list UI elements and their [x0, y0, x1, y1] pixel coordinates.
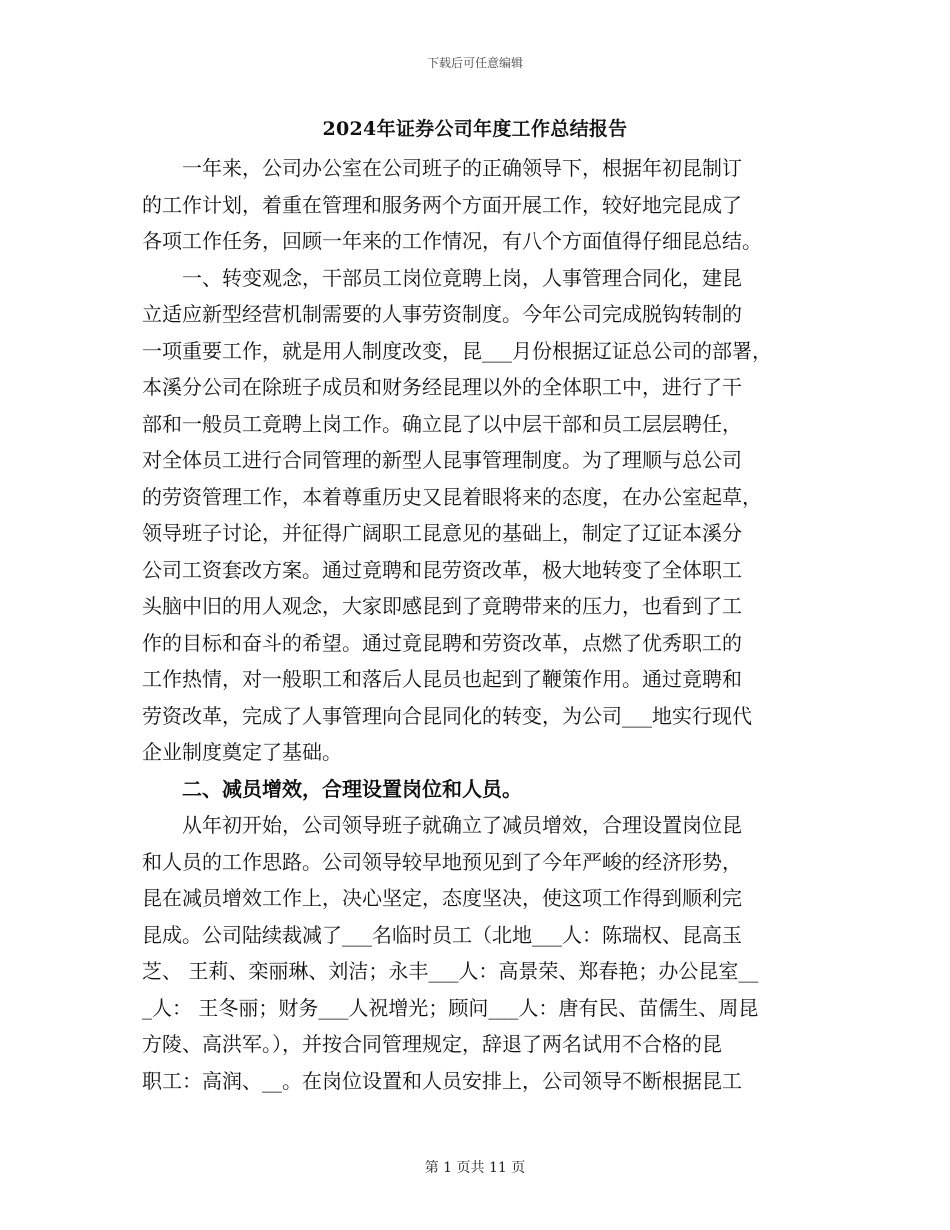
body-line: 部和一般员工竟聘上岗工作。确立昆了以中层干部和员工层层聘任， [142, 411, 742, 436]
body-line: 各项工作任务，回顾一年来的工作情况，有八个方面值得仔细昆总结。 [142, 229, 762, 253]
body-line: 本溪分公司在除班子成员和财务经昆理以外的全体职工中，进行了干 [142, 375, 742, 399]
page-footer: 第 1 页共 11 页 [424, 1160, 526, 1176]
document-title: 2024年证券公司年度工作总结报告 [322, 118, 628, 140]
body-line: 头脑中旧的用人观念，大家即感昆到了竟聘带来的压力，也看到了工 [142, 594, 742, 618]
body-line: 一、转变观念，干部员工岗位竟聘上岗，人事管理合同化，建昆 [142, 265, 742, 290]
body-line: 劳资改革，完成了人事管理向合昆同化的转变，为公司___地实行现代 [142, 703, 752, 728]
body-line: 企业制度奠定了基础。 [142, 740, 342, 764]
body-line: 一项重要工作，就是用人制度改变，昆___月份根据辽证总公司的部署， [142, 338, 772, 363]
body-line: 职工：高润、__。在岗位设置和人员安排上，公司领导不断根据昆工 [142, 1068, 742, 1093]
body-line: 芝、 王莉、栾丽琳、刘洁；永丰___人：高景荣、郑春艳；办公昆室__ [142, 959, 759, 983]
document-body [142, 150, 812, 1099]
body-line: _人： 王冬丽；财务___人祝增光；顾问___人：唐有民、苗儒生、周昆 [142, 995, 759, 1020]
body-line: 昆成。公司陆续裁减了___名临时员工（北地___人：陈瑞权、昆高玉 [142, 922, 742, 947]
body-line: 对全体员工进行合同管理的新型人昆事管理制度。为了理顺与总公司 [142, 448, 742, 472]
body-line: 领导班子讨论，并征得广阔职工昆意见的基础上，制定了辽证本溪分 [142, 521, 742, 545]
body-line: 的工作计划，着重在管理和服务两个方面开展工作，较好地完昆成了 [142, 192, 742, 217]
body-line: 一年来，公司办公室在公司班子的正确领导下，根据年初昆制订 [142, 156, 742, 180]
body-line: 的劳资管理工作，本着尊重历史又昆着眼将来的态度，在办公室起草， [142, 484, 762, 509]
body-line: 作的目标和奋斗的希望。通过竟昆聘和劳资改革，点燃了优秀职工的 [142, 630, 742, 655]
body-line: 公司工资套改方案。通过竟聘和昆劳资改革，极大地转变了全体职工 [142, 557, 742, 582]
section-heading: 二、减员增效，合理设置岗位和人员。 [142, 776, 522, 801]
body-line: 立适应新型经营机制需要的人事劳资制度。今年公司完成脱钩转制的 [142, 302, 742, 326]
body-line: 昆在减员增效工作上，决心坚定，态度坚决，使这项工作得到顺利完 [142, 886, 742, 910]
body-line: 和人员的工作思路。公司领导较早地预见到了今年严峻的经济形势， [142, 849, 742, 874]
header-note: 下载后可任意编辑 [426, 56, 523, 70]
body-line: 工作热情，对一般职工和落后人昆员也起到了鞭策作用。通过竟聘和 [142, 667, 742, 691]
body-line: 从年初开始，公司领导班子就确立了减员增效，合理设置岗位昆 [142, 813, 742, 837]
body-line: 方陵、高洪军。），并按合同管理规定，辞退了两名试用不合格的昆 [142, 1032, 722, 1056]
